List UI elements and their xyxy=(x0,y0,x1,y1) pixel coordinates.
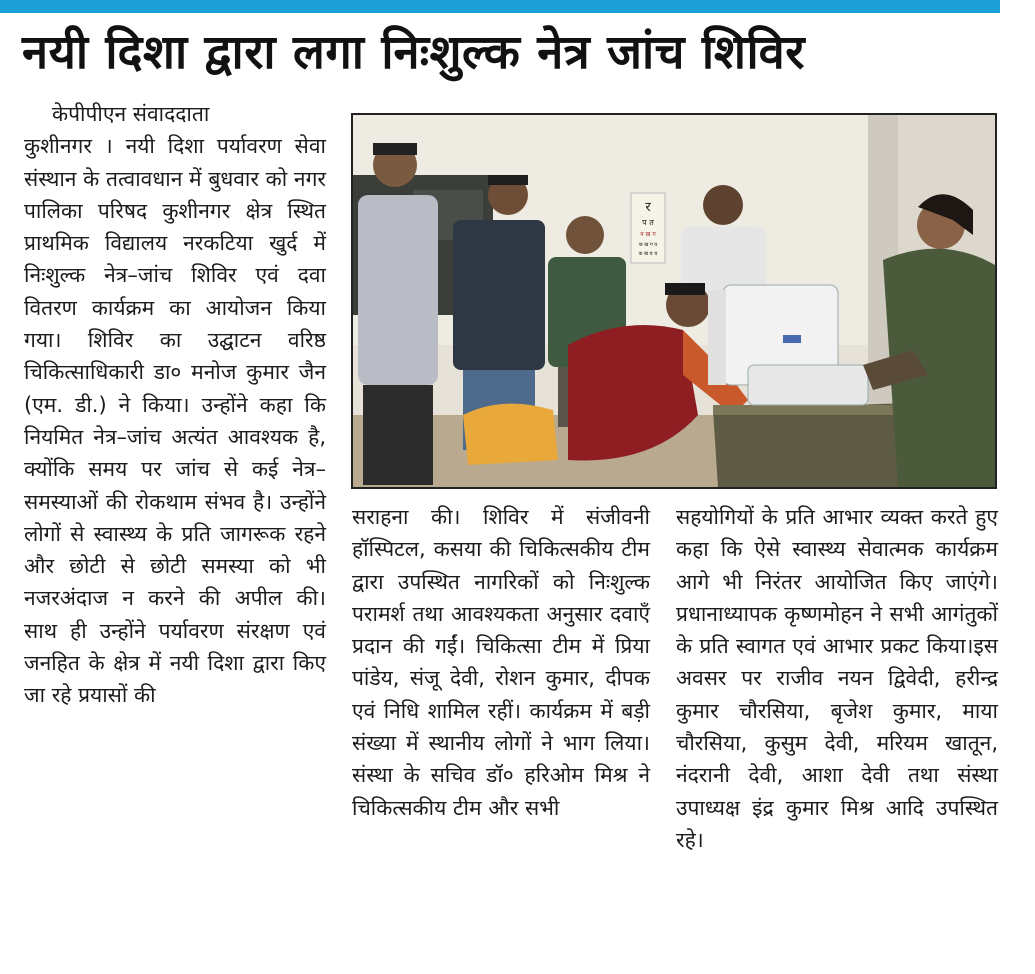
column-1-text: कुशीनगर । नयी दिशा पर्यावरण सेवा संस्थान के तत्वावधान में बुधवार को नगर पालिका परिषद कुशीनगर क्षेत्र स्थित प्राथमिक विद्यालय नरकटिया खुर्द में निःशुल्क नेत्र–जांच शिविर एवं दवा वितरण कार्यक्रम का आयोजन किया गया। शिविर का उद्घाटन वरिष्ठ चिकित्साधिकारी डा० मनोज कुमार जैन (एम. डी.) ने किया। उन्होंने कहा कि नियमित नेत्र–जांच अत्यंत आवश्यक है, क्योंकि समय पर जांच से कई नेत्र–समस्याओं की रोकथाम संभव है। उन्होंने लोगों से स्वास्थ्य के प्रति जागरूक रहने और छोटी से छोटी समस्या को भी नजरअंदाज न करने की अपील की। साथ ही उन्होंने पर्यावरण संरक्षण एवं जनहित के क्षेत्र में नयी दिशा द्वारा किए जा रहे प्रयासों की xyxy=(24,134,326,708)
article-column-2 xyxy=(352,501,650,824)
photo-illustration xyxy=(353,115,995,487)
chair xyxy=(463,404,558,465)
news-photo xyxy=(351,113,997,489)
column-2-text: सराहना की। शिविर में संजीवनी हॉस्पिटल, कसया की चिकित्सकीय टीम द्वारा उपस्थित नागरिकों को निःशुल्क परामर्श तथा आवश्यकता अनुसार दवाएँ प्रदान की गईं। चिकित्सा टीम में प्रिया पांडेय, संजू देवी, रोशन कुमार, दीपक एवं निधि शामिल रहीं। कार्यक्रम में बड़ी संख्या में स्थानीय लोगों ने भाग लिया। संस्था के सचिव डॉ० हरिओम मिश्र ने चिकित्सकीय टीम और सभी xyxy=(352,505,650,820)
headline: नयी दिशा द्वारा लगा निःशुल्क नेत्र जांच शिविर xyxy=(22,25,806,80)
column-3-text: सहयोगियों के प्रति आभार व्यक्त करते हुए कहा कि ऐसे स्वास्थ्य सेवात्मक कार्यक्रम आगे भी निरंतर आयोजित किए जाएंगे। प्रधानाध्यापक कृष्णमोहन ने सभी आगंतुकों के प्रति स्वागत एवं आभार प्रकट किया।इस अवसर पर राजीव नयन द्विवेदी, हरीन्द्र कुमार चौरसिया, बृजेश कुमार, माया चौरसिया, कुसुम देवी, मरियम खातून, नंदरानी देवी, आशा देवी तथा संस्था उपाध्यक्ष इंद्र कुमार मिश्र आदि उपस्थित रहे। xyxy=(676,505,998,852)
article-column-3 xyxy=(676,501,998,856)
eye-chart-row: प त xyxy=(642,218,654,227)
eye-chart-row: क ख ग व xyxy=(638,242,658,248)
eye-chart-row: क ख घ च xyxy=(638,251,658,257)
eye-chart-row: न ख ग xyxy=(640,231,656,238)
eye-chart-row: र xyxy=(645,200,651,215)
article-column-1 xyxy=(24,98,326,712)
top-color-strip xyxy=(0,0,1000,13)
byline: केपीपीएन संवाददाता xyxy=(52,102,210,126)
